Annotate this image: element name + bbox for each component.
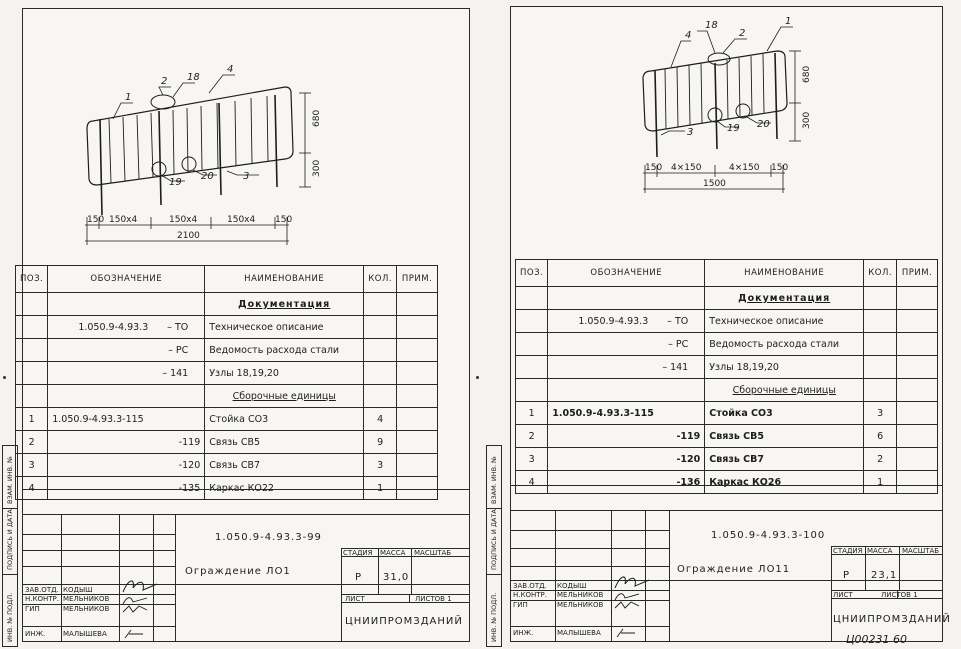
- leader-label: 2: [161, 76, 168, 87]
- person-name: МАЛЫШЕВА: [557, 629, 601, 637]
- dim-height-top: 680: [802, 65, 812, 83]
- fence-bars: [109, 96, 268, 183]
- margin-label: ВЗАМ. ИНВ. №: [490, 456, 498, 504]
- sheets-label: ЛИСТОВ 1: [415, 595, 452, 603]
- specification-table: [515, 259, 938, 494]
- row-name: Стойка СО3: [705, 402, 864, 425]
- drawing-sheet-right: [510, 6, 951, 642]
- dim-seg: 150x4: [169, 215, 198, 225]
- leader-label: 20: [757, 119, 770, 130]
- sheets-label: ЛИСТОВ 1: [881, 591, 918, 599]
- leader-label: 2: [739, 28, 746, 39]
- mass-label: МАССА: [867, 547, 893, 555]
- row-ref: -136: [548, 471, 705, 494]
- ref-number: 1.050.9-4.93.3: [78, 321, 149, 333]
- ref-suffix: – ТО: [667, 315, 689, 327]
- leader-label: 1: [785, 16, 792, 27]
- dim-seg: 150: [771, 163, 789, 173]
- section-row: [516, 287, 938, 310]
- table-row: [516, 333, 938, 356]
- role-label: ИНЖ.: [25, 630, 46, 638]
- title-block: [23, 489, 469, 642]
- sheet-label: ЛИСТ: [345, 595, 365, 603]
- dim-height-bottom: 300: [802, 111, 812, 129]
- leader-label: 4: [685, 30, 692, 41]
- doc-title: Ограждение ЛО1: [185, 566, 291, 577]
- organization: ЦНИИПРОМЗДАНИЙ: [345, 616, 463, 627]
- table-row: [516, 310, 938, 333]
- archive-number: Ц00231 60: [846, 633, 908, 646]
- row-qty: 1: [364, 477, 397, 500]
- dim-total: 1500: [703, 179, 726, 189]
- margin-stamp-left: [2, 445, 18, 647]
- specification-table: [15, 265, 438, 500]
- table-row: [516, 402, 938, 425]
- section-documents: Документация: [205, 293, 364, 316]
- dim-total: 2100: [177, 231, 200, 241]
- row-ref: -119: [48, 431, 205, 454]
- row-pos: 4: [16, 477, 48, 500]
- person-name: МАЛЫШЕВА: [63, 630, 107, 638]
- col-name: НАИМЕНОВАНИЕ: [705, 260, 864, 287]
- leader-label: 18: [705, 20, 718, 31]
- person-name: МЕЛЬНИКОВ: [557, 601, 604, 609]
- row-name: Связь СВ5: [705, 425, 864, 448]
- fence-panel-frame: [87, 87, 293, 185]
- ref-suffix: – РС: [168, 344, 189, 356]
- col-qty: КОЛ.: [864, 260, 897, 287]
- row-name: Связь СВ5: [205, 431, 364, 454]
- row-name: Связь СВ7: [205, 454, 364, 477]
- ref-suffix: – ТО: [167, 321, 189, 333]
- doc-title: Ограждение ЛО11: [677, 564, 791, 575]
- fence-posts: [655, 53, 777, 157]
- ref-suffix: – 141: [162, 367, 189, 379]
- scale-label: МАСШТАБ: [414, 549, 452, 557]
- ref-suffix: – 141: [662, 361, 689, 373]
- sheet-label: ЛИСТ: [833, 591, 853, 599]
- stage-value: Р: [843, 570, 851, 581]
- scan-speck: [3, 376, 6, 379]
- row-pos: 1: [16, 408, 48, 431]
- role-label: ЗАВ.ОТД.: [513, 582, 547, 590]
- row-name: Узлы 18,19,20: [205, 362, 364, 385]
- mass-label: МАССА: [380, 549, 406, 557]
- role-label: Н.КОНТР.: [513, 591, 547, 599]
- section-row: [516, 379, 938, 402]
- table-row: [516, 356, 938, 379]
- row-qty: 9: [364, 431, 397, 454]
- doc-code: 1.050.9-4.93.3-99: [215, 532, 322, 543]
- row-ref: -135: [48, 477, 205, 500]
- row-pos: 4: [516, 471, 548, 494]
- mass-value: 31,0: [383, 572, 410, 583]
- person-name: МЕЛЬНИКОВ: [557, 591, 604, 599]
- table-row: [16, 454, 438, 477]
- role-label: ЗАВ.ОТД.: [25, 586, 59, 594]
- ref-number: 1.050.9-4.93.3: [578, 315, 649, 327]
- fence-elevation-drawing: [23, 9, 469, 259]
- row-name: Стойка СО3: [205, 408, 364, 431]
- margin-stamp-right: [486, 445, 502, 647]
- mass-value: 23,1: [871, 570, 898, 581]
- row-qty: 1: [864, 471, 897, 494]
- margin-label: ИНВ. № ПОДЛ.: [490, 592, 498, 642]
- row-ref: -119: [548, 425, 705, 448]
- row-ref: 1.050.9-4.93.3-115: [48, 408, 205, 431]
- dim-seg: 150: [275, 215, 293, 225]
- col-name: НАИМЕНОВАНИЕ: [205, 266, 364, 293]
- section-assembly-units: Сборочные единицы: [205, 385, 364, 408]
- col-note: ПРИМ.: [397, 266, 438, 293]
- table-row: [16, 339, 438, 362]
- table-row: [16, 362, 438, 385]
- col-ref: ОБОЗНАЧЕНИЕ: [548, 260, 705, 287]
- row-pos: 2: [16, 431, 48, 454]
- signature: [613, 598, 643, 612]
- person-name: МЕЛЬНИКОВ: [63, 605, 110, 613]
- margin-label: ПОДПИСЬ И ДАТА: [6, 509, 14, 570]
- row-qty: 3: [364, 454, 397, 477]
- row-qty: 3: [864, 402, 897, 425]
- scale-label: МАСШТАБ: [902, 547, 940, 555]
- row-pos: 3: [516, 448, 548, 471]
- row-name: Каркас КО22: [205, 477, 364, 500]
- signature: [123, 628, 147, 640]
- title-block: [511, 485, 951, 642]
- row-ref: -120: [48, 454, 205, 477]
- leader-label: 3: [243, 171, 250, 182]
- col-note: ПРИМ.: [897, 260, 938, 287]
- role-label: ГИП: [513, 601, 528, 609]
- row-pos: 2: [516, 425, 548, 448]
- dim-height-top: 680: [312, 109, 322, 127]
- role-label: ИНЖ.: [513, 629, 534, 637]
- row-name: Связь СВ7: [705, 448, 864, 471]
- col-pos: ПОЗ.: [16, 266, 48, 293]
- person-name: МЕЛЬНИКОВ: [63, 595, 110, 603]
- vertical-dimension: [789, 51, 801, 141]
- stage-label: СТАДИЯ: [343, 549, 373, 557]
- leader-label: 1: [125, 92, 132, 103]
- row-ref: -120: [548, 448, 705, 471]
- dim-seg: 4×150: [729, 163, 760, 173]
- row-qty: 4: [364, 408, 397, 431]
- table-row: [516, 448, 938, 471]
- section-assembly-units: Сборочные единицы: [705, 379, 864, 402]
- row-ref: 1.050.9-4.93.3-115: [548, 402, 705, 425]
- ref-suffix: – РС: [668, 338, 689, 350]
- leader-label: 18: [187, 72, 200, 83]
- row-pos: 1: [516, 402, 548, 425]
- leader-label: 19: [727, 123, 740, 134]
- section-row: [16, 385, 438, 408]
- row-name: Ведомость расхода стали: [705, 333, 864, 356]
- section-documents: Документация: [705, 287, 864, 310]
- row-qty: 2: [864, 448, 897, 471]
- signature: [121, 602, 151, 616]
- organization: ЦНИИПРОМЗДАНИЙ: [833, 614, 951, 625]
- row-pos: 3: [16, 454, 48, 477]
- table-row: [16, 408, 438, 431]
- dim-seg: 150: [87, 215, 105, 225]
- role-label: ГИП: [25, 605, 40, 613]
- role-label: Н.КОНТР.: [25, 595, 59, 603]
- fence-posts: [100, 95, 277, 215]
- row-name: Техническое описание: [705, 310, 864, 333]
- person-name: КОДЫШ: [63, 586, 93, 594]
- vertical-dimension: [299, 93, 311, 187]
- scan-speck: [476, 376, 479, 379]
- doc-code: 1.050.9-4.93.3-100: [711, 530, 826, 541]
- leader-label: 4: [227, 64, 234, 75]
- row-name: Ведомость расхода стали: [205, 339, 364, 362]
- dim-seg: 150x4: [227, 215, 256, 225]
- table-row: [16, 431, 438, 454]
- leader-label: 19: [169, 177, 182, 188]
- section-row: [16, 293, 438, 316]
- signature: [615, 627, 639, 639]
- table-header: [16, 266, 438, 293]
- row-name: Каркас КО26: [705, 471, 864, 494]
- col-qty: КОЛ.: [364, 266, 397, 293]
- person-name: КОДЫШ: [557, 582, 587, 590]
- dim-height-bottom: 300: [312, 159, 322, 177]
- drawing-sheet-left: [22, 8, 470, 642]
- row-qty: 6: [864, 425, 897, 448]
- margin-label: ИНВ. № ПОДЛ.: [6, 592, 14, 642]
- margin-label: ВЗАМ. ИНВ. №: [6, 456, 14, 504]
- dim-seg: 150: [645, 163, 663, 173]
- row-name: Узлы 18,19,20: [705, 356, 864, 379]
- leader-label: 20: [201, 171, 214, 182]
- stage-value: Р: [355, 572, 363, 583]
- margin-label: ПОДПИСЬ И ДАТА: [490, 509, 498, 570]
- col-ref: ОБОЗНАЧЕНИЕ: [48, 266, 205, 293]
- leader-label: 3: [687, 127, 694, 138]
- stage-label: СТАДИЯ: [833, 547, 863, 555]
- dim-seg: 4×150: [671, 163, 702, 173]
- table-row: [16, 316, 438, 339]
- row-name: Техническое описание: [205, 316, 364, 339]
- dim-seg: 150x4: [109, 215, 138, 225]
- col-pos: ПОЗ.: [516, 260, 548, 287]
- table-row: [516, 425, 938, 448]
- fence-elevation-drawing: [511, 7, 942, 257]
- table-header: [516, 260, 938, 287]
